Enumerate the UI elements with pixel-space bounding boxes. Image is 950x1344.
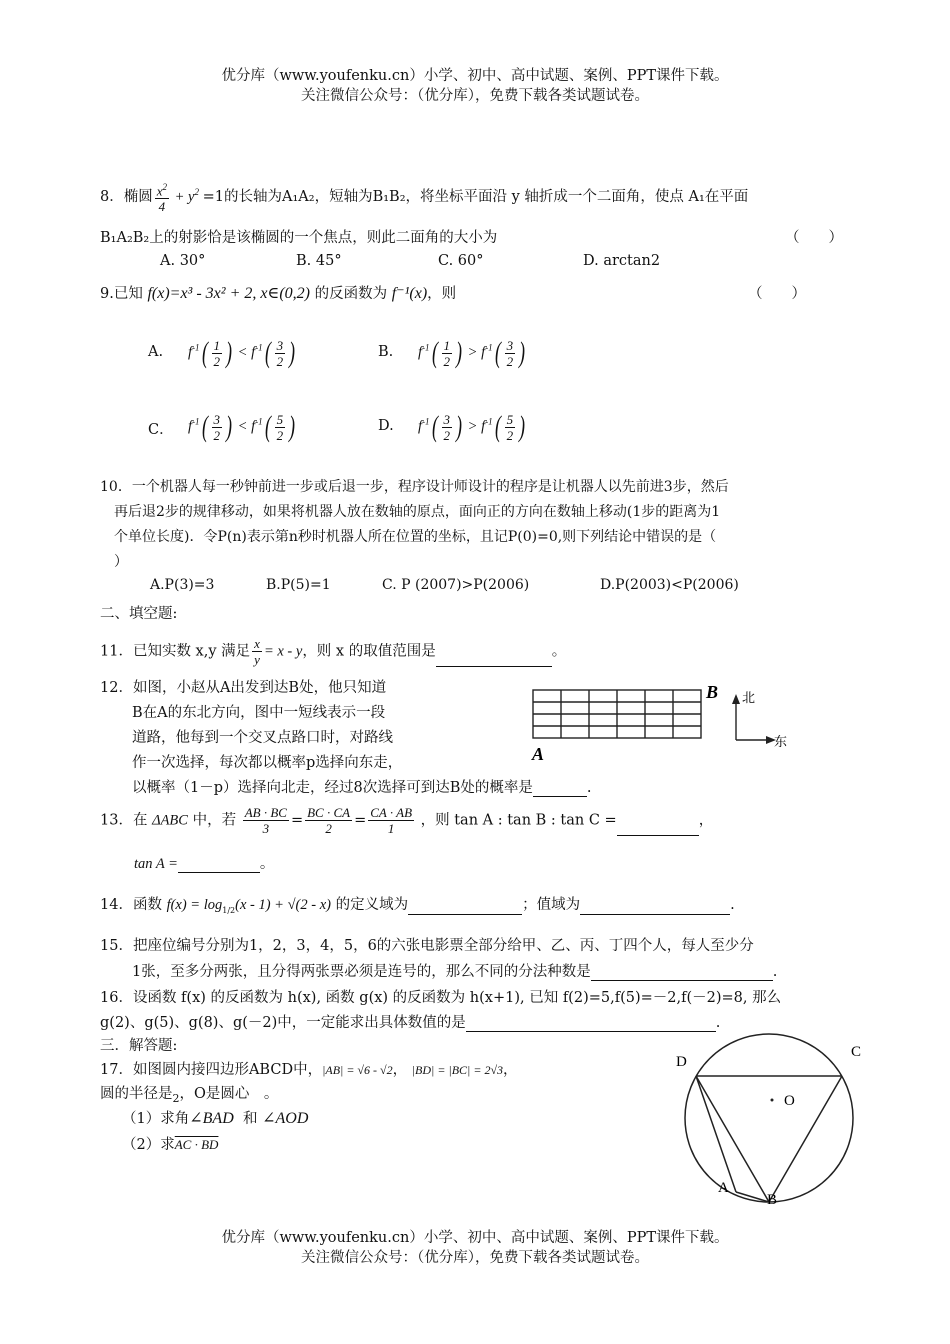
q8-option-a: A. 30° xyxy=(160,253,206,269)
q14-prefix: 14．函数 xyxy=(100,897,162,913)
q16-line-1: 16．设函数 f(x) 的反函数为 h(x), 函数 g(x) 的反函数为 h(x+1), 已知 f(2)=5,f(5)=－2,f(－2)=8, 那么 xyxy=(100,990,782,1006)
q8-prefix: 8．椭圆 xyxy=(100,189,153,206)
q13-fraction-1 xyxy=(243,805,289,836)
q9-option-a-expr: $f^{-1}$( $\frac{1}{2}$ ) < $f^{-1}$( $\frac{3}{2}$ ) xyxy=(188,336,296,369)
q9-option-a-label: A. xyxy=(148,344,164,360)
q9-option-a-op: < xyxy=(237,344,248,361)
q12-line-5 xyxy=(132,776,592,797)
q9-inverse: f⁻¹(x) xyxy=(391,285,428,302)
section-fill-in-title: 二、填空题: xyxy=(100,606,178,622)
q16-end: . xyxy=(715,1015,721,1031)
q12-line-3: 道路，他每到一个交叉点路口时，对路线 xyxy=(132,730,393,746)
q8-text-2: B₁A₂B₂上的射影恰是该椭圆的一个焦点，则此二面角的大小为 xyxy=(100,230,498,246)
q13-f1-num: AB · BC xyxy=(244,805,287,820)
q8-option-c: C. 60° xyxy=(438,253,484,269)
q17-circle-figure xyxy=(676,1030,876,1210)
q10-line-1: 10．一个机器人每一秒钟前进一步或后退一步，程序设计师设计的程序是让机器人以先前进3步，然后 xyxy=(100,479,729,495)
q17-comma-2: ， xyxy=(503,1062,518,1078)
q14-answer-blank-2[interactable] xyxy=(580,900,730,915)
q13-f1-den: 3 xyxy=(262,821,270,836)
q14-answer-blank-1[interactable] xyxy=(408,900,522,915)
q12-label-north: 北 xyxy=(742,691,756,706)
q13-answer-blank-2[interactable] xyxy=(178,858,260,873)
q8-answer-paren: （ ） xyxy=(785,230,843,246)
side-cb xyxy=(769,1076,842,1202)
question-11 xyxy=(100,636,566,667)
q13-prefix: 13．在 xyxy=(100,812,148,829)
q15-answer-blank[interactable] xyxy=(591,966,773,981)
q10-line-3: 个单位长度)．令P(n)表示第n秒时机器人所在位置的坐标，且记P(0)=0,则下列结论中错误的是（ xyxy=(114,529,717,545)
q9-option-c-op: < xyxy=(237,418,248,435)
q9-option-c-expr: $f^{-1}$( $\frac{3}{2}$ ) < $f^{-1}$( $\frac{5}{2}$ ) xyxy=(188,410,296,443)
q13-then: ，则 tan A : tan B : tan C = xyxy=(420,812,617,829)
q12-line-2: B在A的东北方向，图中一短线表示一段 xyxy=(132,705,386,721)
q13-triangle: ΔABC xyxy=(152,812,188,829)
q17-line-1-text: 17．如图圆内接四边形ABCD中， xyxy=(100,1062,323,1078)
q17-sub-2-text: （2）求 xyxy=(122,1137,175,1153)
q12-line-5-text: 以概率（1－p）选择向北走，经过8次选择可到达B处的概率是 xyxy=(132,780,533,796)
header-line-1: 优分库（www.youfenku.cn）小学、初中、高中试题、案例、PPT课件下载。 xyxy=(221,68,729,84)
q17-radius-label: 圆的半径是 xyxy=(100,1086,173,1102)
question-8: 8．椭圆 $\frac{x^2}{4}$ + $y^2 =1$的长轴为A₁A₂，短轴为B₁B₂，将坐标平面沿 y 轴折成一个二面角，使点 A₁在平面 xyxy=(100,182,749,215)
q15-line-2 xyxy=(132,960,777,981)
q9-option-d-expr: $f^{-1}$( $\frac{3}{2}$ ) > $f^{-1}$( $\frac{5}{2}$ ) xyxy=(418,410,526,443)
q10-line-2: 再后退2步的规律移动，如果将机器人放在数轴的原点，面向正的方向在数轴上移动(1步的距离为1 xyxy=(114,504,721,520)
label-d: D xyxy=(676,1054,687,1070)
q17-radius-value: 2 xyxy=(172,1091,180,1105)
q17-sub-1-text: （1）求角 xyxy=(122,1111,190,1127)
q17-bd-length: |BD| = |BC| = 2√3 xyxy=(411,1063,504,1077)
q14-end: . xyxy=(730,897,735,913)
q12-label-a: A xyxy=(532,744,545,764)
question-9 xyxy=(100,282,456,303)
north-arrow-icon xyxy=(732,694,740,704)
q11-end: 。 xyxy=(551,643,567,660)
q13-line-2 xyxy=(134,852,274,873)
q17-sub-2 xyxy=(122,1133,218,1154)
q13-f2-num: BC · CA xyxy=(307,805,351,820)
q10-option-d: D.P(2003)<P(2006) xyxy=(600,577,739,593)
q9-option-b-label: B. xyxy=(378,344,394,360)
q15-line-2-text: 1张，至多分两张，且分得两张票必须是连号的，那么不同的分法种数是 xyxy=(132,964,591,980)
q16-line-2 xyxy=(100,1011,720,1032)
q14-formula: f(x) = log xyxy=(166,897,223,913)
q9-option-d-label: D. xyxy=(378,418,394,434)
label-o: O xyxy=(784,1093,795,1109)
q17-comma-1: ， xyxy=(392,1062,408,1078)
q9-mid: 的反函数为 xyxy=(314,286,388,302)
q9-option-c-label: C． xyxy=(148,422,174,438)
q13-f2-den: 2 xyxy=(325,821,332,836)
q13-end: 。 xyxy=(259,856,275,872)
q11-prefix: 11．已知实数 x,y 满足 xyxy=(100,643,251,660)
q8-option-d: D. arctan2 xyxy=(583,253,661,269)
q17-line-2-end: ，O是圆心 。 xyxy=(179,1086,279,1102)
q17-angle-aod: ∠AOD xyxy=(262,1110,309,1127)
q9-option-b-expr: $f^{-1}$( $\frac{1}{2}$ ) > $f^{-1}$( $\frac{3}{2}$ ) xyxy=(418,336,526,369)
q10-option-c: C. P (2007)>P(2006) xyxy=(382,577,530,593)
q17-dot-product: AC · BD xyxy=(174,1137,219,1152)
q13-fraction-3 xyxy=(368,805,414,836)
q13-comma: ， xyxy=(698,812,714,829)
q16-line-2-text: g(2)、g(5)、g(8)、g(－2)中，一定能求出具体数值的是 xyxy=(100,1015,466,1031)
q9-answer-paren: （ ） xyxy=(748,286,806,302)
q14-log-base: 1/2 xyxy=(222,905,236,915)
header-line-2: 关注微信公众号：（优分库），免费下载各类试题试卷。 xyxy=(301,88,649,104)
q14-formula-2: (x - 1) + √(2 - x) xyxy=(235,897,331,913)
q13-mid: 中，若 xyxy=(192,812,237,829)
q12-line-4: 作一次选择，每次都以概率p选择向东走， xyxy=(132,755,403,771)
q17-sub-1 xyxy=(122,1107,308,1128)
q13-fraction-2 xyxy=(305,805,352,836)
q10-line-4: ） xyxy=(114,554,128,570)
q9-prefix: 9.已知 xyxy=(100,286,143,302)
q12-answer-blank[interactable] xyxy=(533,782,587,797)
q9-formula: f(x)=x³ - 3x² + 2, x∈(0,2) xyxy=(147,285,310,302)
q14-mid: 的定义域为 xyxy=(335,897,409,913)
q12-end: . xyxy=(586,780,592,796)
q11-suffix: ，则 x 的取值范围是 xyxy=(302,643,436,660)
q9-end: ，则 xyxy=(427,286,457,302)
q17-line-1 xyxy=(100,1058,518,1079)
q8-text-1: =1的长轴为A₁A₂，短轴为B₁B₂，将坐标平面沿 y 轴折成一个二面角，使点 A₁在平面 xyxy=(202,189,749,206)
center-point xyxy=(771,1099,774,1102)
question-14 xyxy=(100,893,735,915)
q15-line-1: 15．把座位编号分别为1，2，3，4，5，6的六张电影票全部分给甲、乙、丙、丁四个人，每人至少分 xyxy=(100,938,754,954)
footer-line-1: 优分库（www.youfenku.cn）小学、初中、高中试题、案例、PPT课件下载。 xyxy=(221,1230,729,1246)
q11-fraction: $\frac{x}{y}$ xyxy=(254,636,260,667)
question-13: 13．在 ΔABC 中，若 $\frac{AB \cdot BC}{3}$ = $\frac{BC \cdot CA}{2}$ = $\frac{CA \cdot AB}{1}$ ，则 tan A : tan B : tan C = ， xyxy=(100,805,714,836)
q14-mid-2: ；值域为 xyxy=(522,897,581,913)
q11-answer-blank[interactable] xyxy=(436,652,552,667)
label-c: C xyxy=(851,1044,862,1060)
q8-ellipse-fraction: $\frac{x^2}{4}$ xyxy=(156,182,168,215)
q17-line-2 xyxy=(100,1082,278,1105)
label-a: A xyxy=(718,1180,729,1196)
q13-tan-a: tan A = xyxy=(134,856,178,872)
q13-f3-num: CA · AB xyxy=(370,805,413,820)
q10-option-b: B.P(5)=1 xyxy=(266,577,331,593)
q17-ab-length: |AB| = √6 - √2 xyxy=(322,1063,393,1077)
q17-and: 和 xyxy=(242,1111,258,1127)
q11-formula: = x - y xyxy=(263,643,303,660)
q12-label-b: B xyxy=(706,682,719,702)
q13-f3-den: 1 xyxy=(387,821,395,836)
q12-grid-figure xyxy=(528,682,798,768)
q9-option-b-op: > xyxy=(467,344,478,361)
q10-option-a: A.P(3)=3 xyxy=(150,577,215,593)
section-solution-title: 三．解答题: xyxy=(100,1038,178,1054)
q12-line-1: 12．如图，小赵从A出发到达B处，他只知道 xyxy=(100,680,387,696)
q8-option-b: B. 45° xyxy=(296,253,342,269)
footer-line-2: 关注微信公众号：（优分库），免费下载各类试题试卷。 xyxy=(301,1250,649,1266)
q12-label-east: 东 xyxy=(774,735,788,750)
q13-answer-blank-1[interactable] xyxy=(617,821,699,836)
q15-end: . xyxy=(772,964,778,980)
q17-angle-bad: ∠BAD xyxy=(189,1110,234,1127)
q9-option-d-op: > xyxy=(467,418,478,435)
label-b: B xyxy=(767,1192,778,1208)
